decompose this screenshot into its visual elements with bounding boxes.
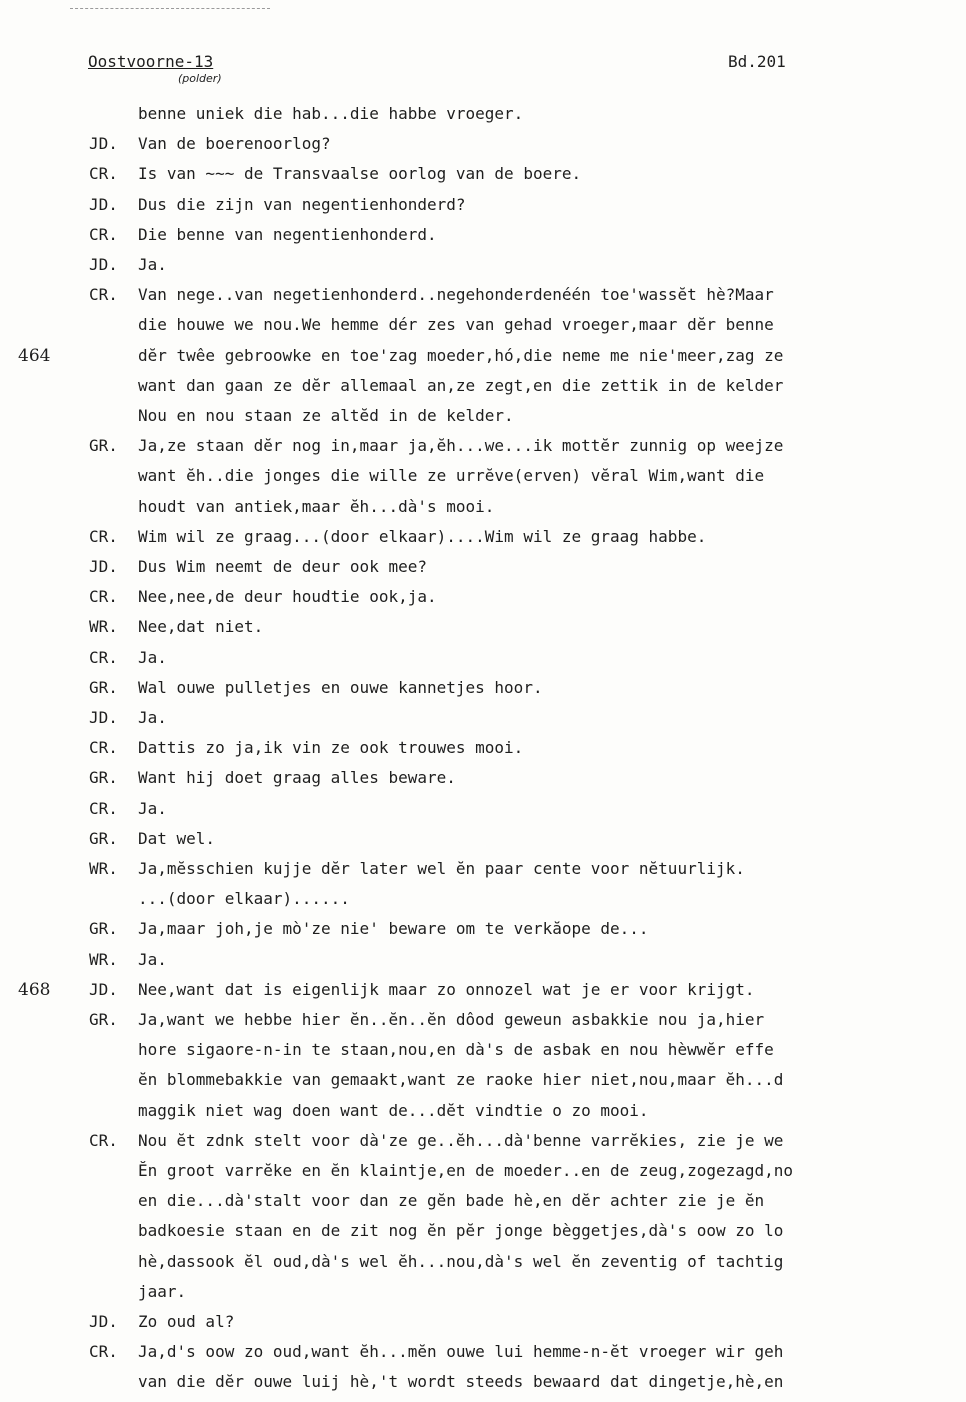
speaker-label: CR.	[89, 738, 118, 758]
transcript-line	[0, 980, 966, 1010]
speaker-label: GR.	[89, 677, 118, 697]
line-text: Is van ~~~ de Transvaalse oorlog van de boere.	[138, 164, 582, 184]
speaker-label: CR.	[89, 1130, 118, 1150]
speaker-label: GR.	[89, 436, 118, 456]
line-text: houdt van antiek,maar ĕh...dà's mooi.	[138, 496, 495, 516]
line-text: Nou ĕt zdnk stelt voor dà'ze ge..ĕh...dà'benne varrĕkies, zie je we	[138, 1130, 784, 1150]
line-text: ...(door elkaar)......	[138, 889, 350, 909]
line-text: Ja.	[138, 255, 167, 274]
line-text: want ĕh..die jonges die wille ze urrĕve(erven) vĕral Wim,want die	[138, 466, 765, 486]
transcript-line	[0, 1221, 966, 1251]
speaker-label: CR.	[89, 798, 118, 818]
line-text: Ja,d's oow zo oud,want ĕh...mĕn ouwe lui hemme-n-ĕt vroeger wir geh	[138, 1342, 784, 1362]
line-text: Ja.	[138, 647, 167, 667]
margin-number: 468	[18, 979, 51, 1000]
transcript-line	[0, 195, 966, 225]
line-text: ĕn blommebakkie van gemaakt,want ze raoke hier niet,nou,maar ĕh...d	[138, 1070, 784, 1090]
line-text: Die benne van negentienhonderd.	[138, 224, 437, 244]
speaker-label: CR.	[89, 224, 118, 244]
transcript-line	[0, 859, 966, 889]
line-text: Ja,want we hebbe hier ĕn..ĕn..ĕn dôod geweun asbakkie nou ja,hier	[138, 1010, 765, 1029]
line-text: Ja.	[138, 708, 167, 727]
line-text: want dan gaan ze dĕr allemaal an,ze zegt,en die zettik in de kelder	[138, 375, 784, 395]
speaker-label: CR.	[89, 1342, 118, 1362]
line-text: Nee,nee,de deur houdtie ook,ja.	[138, 587, 437, 607]
transcript-line	[0, 678, 966, 708]
transcript-line	[0, 1010, 966, 1040]
speaker-label: CR.	[89, 526, 118, 546]
line-text: badkoesie staan en de zit nog ĕn pĕr jonge bèggetjes,dà's oow zo lo	[138, 1221, 784, 1241]
line-text: benne uniek die hab...die habbe vroeger.	[138, 104, 524, 123]
speaker-label: CR.	[89, 647, 118, 667]
transcript-line	[0, 466, 966, 496]
transcript-line	[0, 587, 966, 617]
line-text: van die dĕr ouwe luij hè,'t wordt steeds bewaard dat dingetje,hè,en	[138, 1372, 784, 1392]
speaker-label: CR.	[89, 587, 118, 607]
line-text: Wal ouwe pulletjes en ouwe kannetjes hoor.	[138, 677, 543, 697]
transcript-line	[0, 104, 966, 134]
speaker-label: WR.	[89, 859, 118, 878]
line-text: Nee,want dat is eigenlijk maar zo onnozel wat je er voor krijgt.	[138, 979, 755, 999]
line-text: Ĕn groot varrĕke en ĕn klaintje,en de moeder..en de zeug,zogezagd,no	[138, 1161, 794, 1180]
transcript-line	[0, 285, 966, 315]
transcript-line	[0, 1282, 966, 1312]
transcript-line	[0, 799, 966, 829]
line-text: jaar.	[138, 1281, 187, 1301]
speaker-label: CR.	[89, 164, 118, 184]
transcript-line	[0, 1252, 966, 1282]
transcript-line	[0, 1131, 966, 1161]
transcript-line	[0, 617, 966, 647]
speaker-label: JD.	[89, 979, 118, 999]
line-text: Ja,maar joh,je mò'ze nie' beware om te verkăope de...	[138, 919, 649, 939]
transcript-line	[0, 1372, 966, 1402]
speaker-label: JD.	[89, 708, 118, 727]
line-text: en die...dà'stalt voor dan ze gĕn bade hè,en dĕr achter zie je ĕn	[138, 1191, 765, 1211]
speaker-label: JD.	[89, 1312, 118, 1331]
speaker-label: JD.	[89, 557, 118, 576]
speaker-label: GR.	[89, 828, 118, 848]
line-text: Ja,mĕsschien kujje dĕr later wel ĕn paar cente voor nĕtuurlijk.	[138, 859, 745, 878]
line-text: Ja.	[138, 949, 167, 969]
transcript-line	[0, 738, 966, 768]
line-text: Dat wel.	[138, 828, 216, 848]
speaker-label: GR.	[89, 919, 118, 939]
transcript-line	[0, 134, 966, 164]
transcript-line	[0, 1040, 966, 1070]
transcript-line	[0, 950, 966, 980]
transcript-line	[0, 406, 966, 436]
line-text: Want hij doet graag alles beware.	[138, 768, 456, 788]
line-text: Dattis zo ja,ik vin ze ook trouwes mooi.	[138, 738, 524, 758]
transcript-line	[0, 346, 966, 376]
line-text: Ja.	[138, 798, 167, 818]
line-text: die houwe we nou.We hemme dér zes van gehad vroeger,maar dĕr benne	[138, 315, 774, 335]
transcript-line	[0, 436, 966, 466]
transcript-line	[0, 1342, 966, 1372]
line-text: hè,dassook ĕl oud,dà's wel ĕh...nou,dà's wel ĕn zeventig of tachtig	[138, 1251, 784, 1271]
speaker-label: JD.	[89, 134, 118, 154]
transcript-line	[0, 497, 966, 527]
speaker-label: CR.	[89, 285, 118, 305]
speaker-label: JD.	[89, 255, 118, 274]
line-text: Van nege..van negetienhonderd..negehonderdenéén toe'wassĕt hè?Maar	[138, 285, 774, 305]
line-text: Nee,dat niet.	[138, 617, 264, 637]
header-volume-number: Bd.201	[728, 52, 786, 71]
transcript-line	[0, 315, 966, 345]
transcript-line	[0, 1312, 966, 1342]
line-text: Ja,ze staan dĕr nog in,maar ja,ĕh...we...ik mottĕr zunnig op weejze	[138, 436, 784, 456]
transcript-line	[0, 889, 966, 919]
transcript-line	[0, 557, 966, 587]
line-text: Dus Wim neemt de deur ook mee?	[138, 557, 427, 576]
transcript-line	[0, 164, 966, 194]
transcript-line	[0, 1101, 966, 1131]
header-handwritten-note: (polder)	[178, 72, 222, 85]
transcript-line	[0, 1191, 966, 1221]
line-text: maggik niet wag doen want de...dĕt vindtie o zo mooi.	[138, 1100, 649, 1120]
line-text: Van de boerenoorlog?	[138, 134, 331, 154]
line-text: Nou en nou staan ze altĕd in de kelder.	[138, 406, 514, 425]
line-text: dĕr twêe gebroowke en toe'zag moeder,hó,die neme me nie'meer,zag ze	[138, 345, 784, 365]
transcript-line	[0, 225, 966, 255]
line-text: Zo oud al?	[138, 1312, 235, 1331]
header-location: Oostvoorne-13	[88, 52, 214, 71]
line-text: Wim wil ze graag...(door elkaar)....Wim wil ze graag habbe.	[138, 526, 707, 546]
speaker-label: WR.	[89, 949, 118, 969]
line-text: hore sigaore-n-in te staan,nou,en dà's de asbak en nou hèwwĕr effe	[138, 1040, 774, 1060]
speaker-label: GR.	[89, 768, 118, 788]
transcript-line	[0, 376, 966, 406]
speaker-label: JD.	[89, 194, 118, 214]
margin-number: 464	[18, 345, 51, 366]
transcript-line	[0, 768, 966, 798]
transcript-line	[0, 1070, 966, 1100]
transcript-line	[0, 255, 966, 285]
transcript-line	[0, 708, 966, 738]
transcript-line	[0, 829, 966, 859]
speaker-label: WR.	[89, 617, 118, 637]
top-scan-line	[70, 8, 270, 10]
transcript-line	[0, 1161, 966, 1191]
transcript-line	[0, 919, 966, 949]
speaker-label: GR.	[89, 1010, 118, 1029]
transcript-line	[0, 527, 966, 557]
line-text: Dus die zijn van negentienhonderd?	[138, 194, 466, 214]
transcript-line	[0, 648, 966, 678]
